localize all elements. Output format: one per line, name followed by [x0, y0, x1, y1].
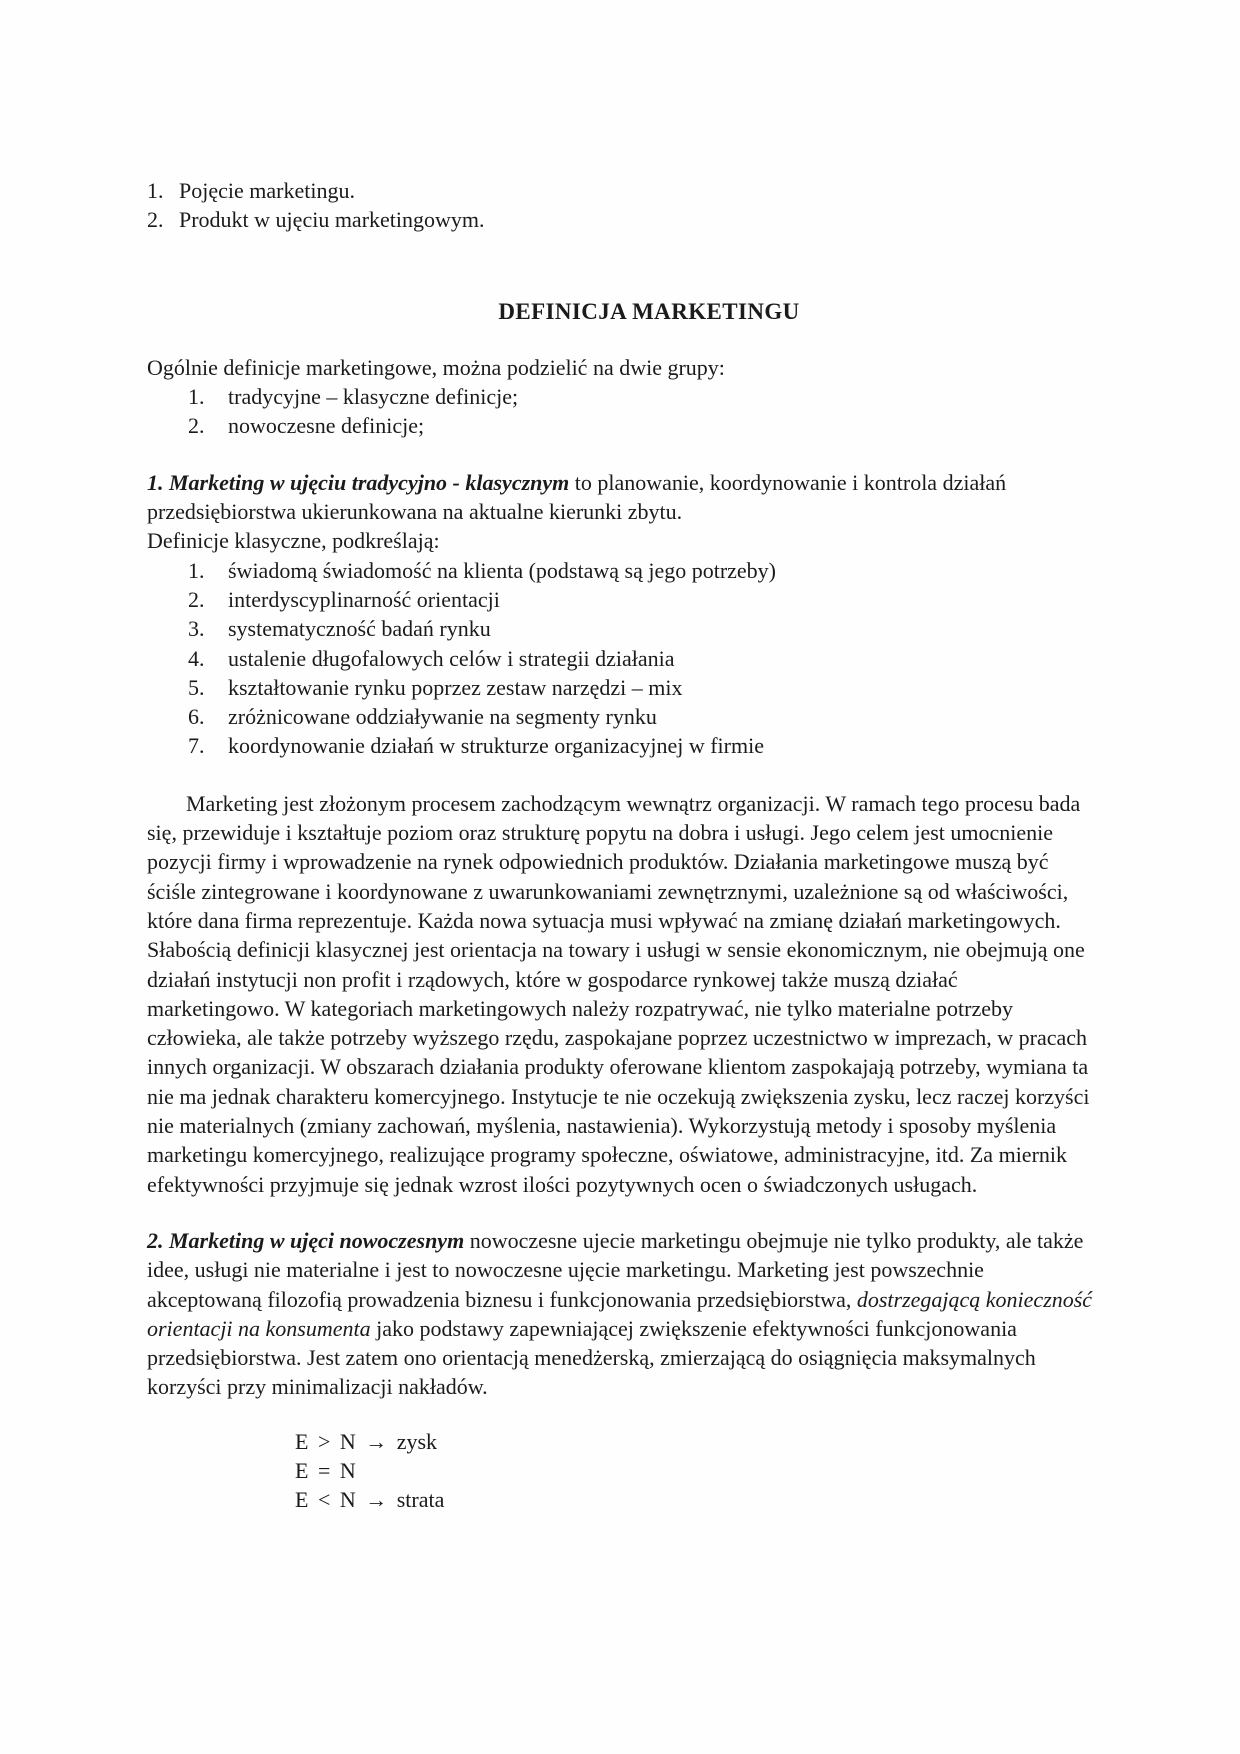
section1-lead-rest: to planowanie, koordynowanie i kontrola działań przedsiębiorstwa ukierunkowana na aktualne kierunki zbytu. — [147, 469, 1007, 525]
section2-paragraph — [147, 1226, 1095, 1402]
item-text: interdyscyplinarność orientacji — [228, 586, 500, 612]
item-number: 7. — [188, 733, 205, 759]
section2-text-b: jako podstawy zapewniającej zwiększenie efektywności funkcjonowania przedsiębiorstwa. Jest zatem ono orientacją menedżerską, zmierzającą do osiągnięcia maksymalnych korzyści przy minimalizacji nakładów. — [147, 1315, 1036, 1400]
item-number: 1. — [147, 178, 164, 203]
item-number: 2. — [188, 586, 205, 612]
classic-list-item — [147, 556, 1095, 585]
item-number: 5. — [188, 674, 205, 700]
groups-list-item — [147, 382, 1095, 411]
groups-intro-paragraph: Ogólnie definicje marketingowe, można podzielić na dwie grupy: — [147, 354, 725, 380]
body-paragraph-marketing-process: Marketing jest złożonym procesem zachodzącym wewnątrz organizacji. W ramach tego procesu bada się, przewiduje i kształtuje poziom oraz strukturę popytu na dobra i usługi. Jego celem jest umocnienie pozycji firmy i wprowadzenie na rynek odpowiednich produktów. Działania marketingowe muszą być ściśle zintegrowane i koordynowane z uwarunkowaniami zewnętrznymi, uzależnione są od właściwości, które dana firma reprezentuje. Każda nowa sytuacja musi wpływać na zmianę działań marketingowych. Słabością definicji klasycznej jest orientacja na towary i usługi w sensie ekonomicznym, nie obejmują one działań instytucji non profit i rządowych, które w gospodarce rynkowej także muszą działać marketingowo. W kategoriach marketingowych należy rozpatrywać, nie tylko materialne potrzeby człowieka, ale także potrzeby wyższego rzędu, zaspokajane poprzez uczestnictwo w imprezach, w pracach innych organizacji. W obszarach działania produkty oferowane klientom zaspokajają potrzeby, wymiana ta nie ma jednak charakteru komercyjnego. Instytucje te nie oczekują zwiększenia zysku, lecz raczej korzyści nie materialnych (zmiany zachowań, myślenia, nastawienia). Wykorzystują metody i sposoby myślenia marketingu komercyjnego, realizujące programy społeczne, oświatowe, administracyjne, itd. Za miernik efektywności przyjmuje się jednak wzrost ilości pozytywnych ocen o świadczonych usługach. — [147, 790, 1090, 1197]
intro-list — [147, 176, 1095, 235]
formula-profit: E > N → zysk — [295, 1428, 438, 1454]
item-text: tradycyjne – klasyczne definicje; — [228, 384, 519, 410]
page-title: DEFINICJA MARKETINGU — [498, 298, 800, 324]
classic-list-item — [147, 585, 1095, 614]
section2-lead-bold: 2. Marketing w ujęci nowoczesnym — [147, 1227, 465, 1253]
item-number: 1. — [188, 384, 205, 410]
item-text: koordynowanie działań w strukturze organizacyjnej w firmie — [228, 733, 764, 759]
classic-definitions-list — [147, 556, 1095, 761]
item-text: systematyczność badań rynku — [228, 616, 491, 642]
classic-list-item — [147, 644, 1095, 673]
item-text: nowoczesne definicje; — [228, 413, 425, 439]
item-text: Produkt w ujęciu marketingowym. — [179, 207, 485, 233]
classic-list-item — [147, 673, 1095, 702]
intro-list-item — [147, 176, 1095, 205]
section1-lead-bold: 1. Marketing w ujęciu tradycyjno - klasycznym — [147, 469, 570, 495]
item-text: świadomą świadomość na klienta (podstawą są jego potrzeby) — [228, 557, 777, 583]
item-number: 2. — [188, 413, 205, 439]
formula-block — [295, 1427, 1095, 1515]
item-text: Pojęcie marketingu. — [179, 178, 355, 203]
item-number: 1. — [188, 557, 205, 583]
section1-lead-paragraph — [147, 468, 1095, 527]
item-number: 2. — [147, 207, 164, 233]
formula-equal: E = N — [295, 1457, 356, 1483]
item-text: kształtowanie rynku poprzez zestaw narzędzi – mix — [228, 674, 683, 700]
item-number: 4. — [188, 645, 205, 671]
groups-list — [147, 382, 1095, 441]
item-text: ustalenie długofalowych celów i strategii działania — [228, 645, 675, 671]
groups-list-item — [147, 411, 1095, 440]
classic-list-item — [147, 614, 1095, 643]
classic-list-item — [147, 731, 1095, 760]
item-text: zróżnicowane oddziaływanie na segmenty rynku — [228, 704, 657, 730]
formula-loss: E < N → strata — [295, 1487, 445, 1513]
item-number: 6. — [188, 704, 205, 730]
document-content — [147, 176, 1095, 1515]
intro-list-item — [147, 205, 1095, 234]
section2-italic-phrase: dostrzegającą konieczność orientacji na konsumenta — [147, 1286, 1093, 1341]
section2-text-a: nowoczesne ujecie marketingu obejmuje nie tylko produkty, ale także idee, usługi nie materialne i jest to nowoczesne ujęcie marketingu. Marketing jest powszechnie akceptowaną filozofią prowadzenia biznesu i funkcjonowania przedsiębiorstwa, — [147, 1227, 1084, 1312]
classic-list-item — [147, 702, 1095, 731]
section1-list-intro: Definicje klasyczne, podkreślają: — [147, 528, 440, 554]
item-number: 3. — [188, 616, 205, 642]
